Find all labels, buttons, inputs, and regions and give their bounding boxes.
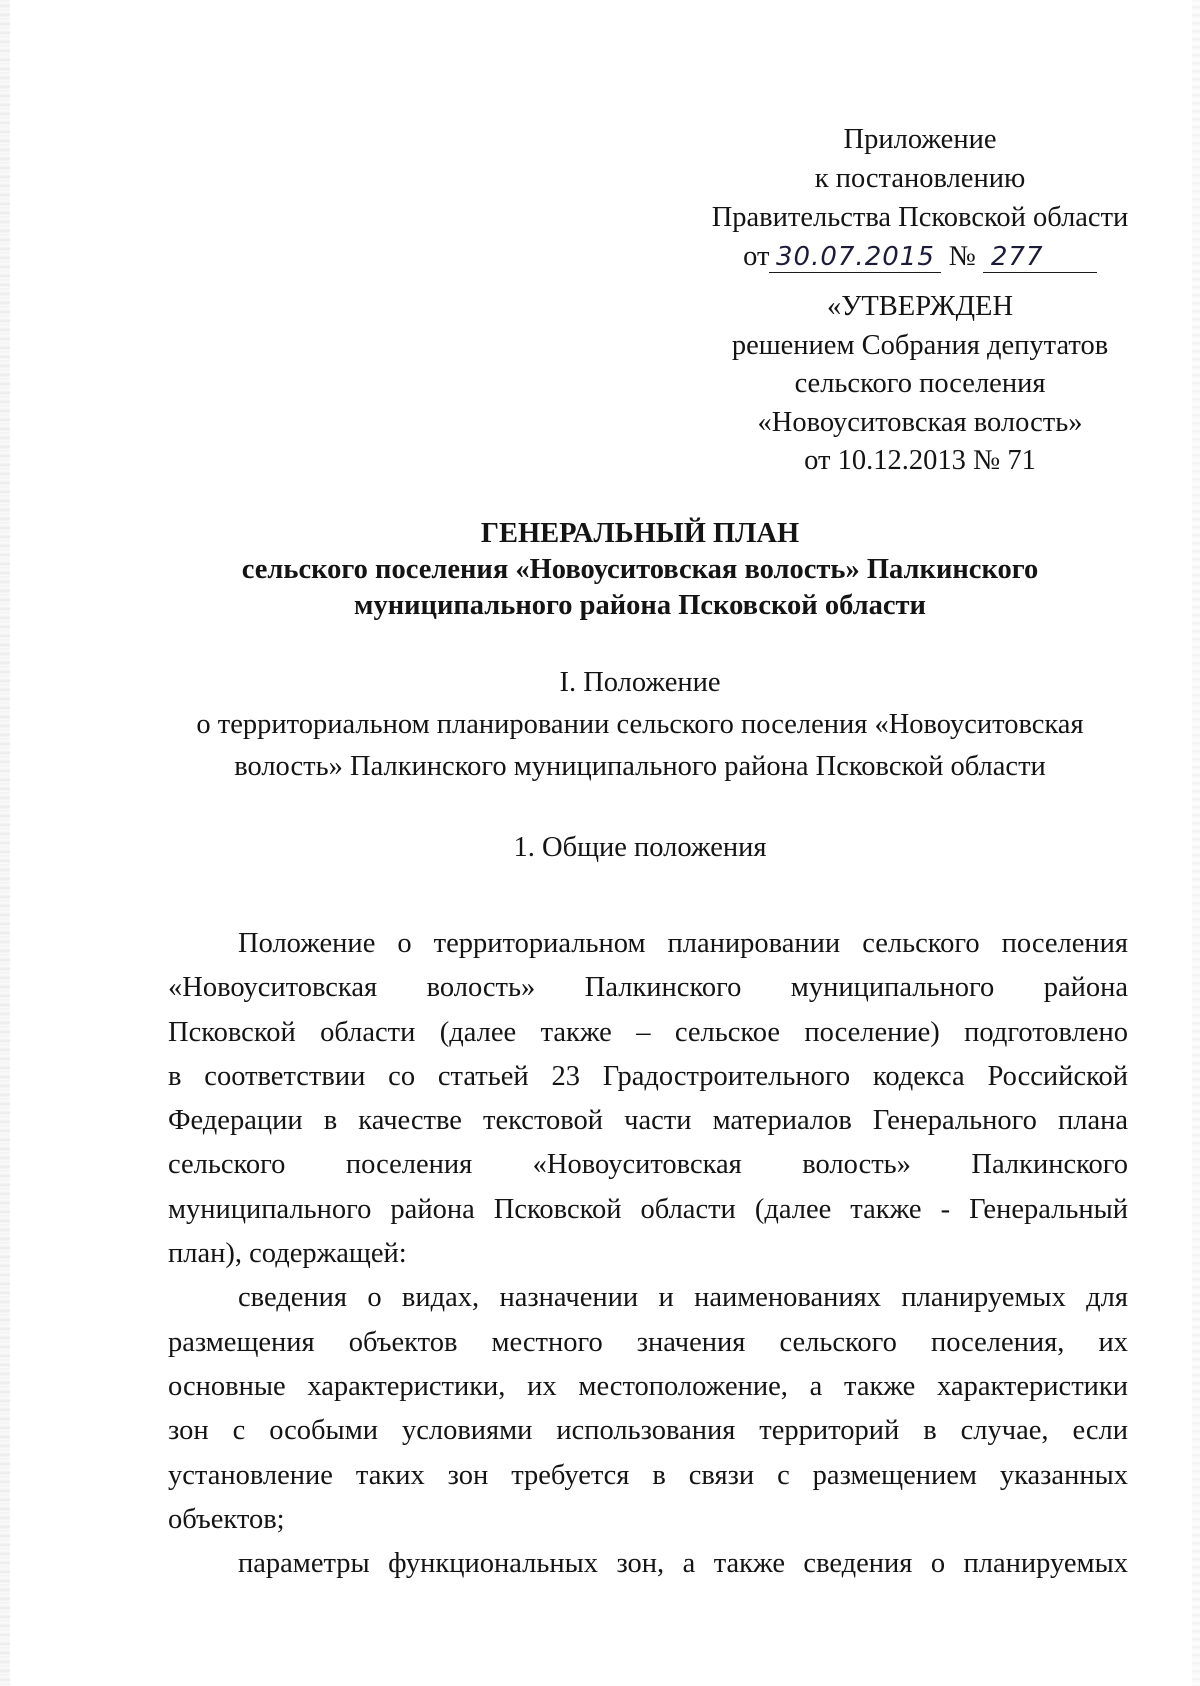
body-line: сведения о видах, назначении и наименованиях планируемых для (238, 1282, 1128, 1314)
appendix-date-line (700, 237, 1140, 276)
body-line: зон с особыми условиями использования территорий в случае, если (168, 1415, 1128, 1447)
section-line-2: о территориальном планировании сельского поселения «Новоуситовская (196, 709, 1084, 740)
title-line-1: ГЕНЕРАЛЬНЫЙ ПЛАН (480, 518, 800, 549)
body-line: объектов; (168, 1503, 285, 1535)
scan-edge-left (0, 0, 10, 1686)
section-line-1: I. Положение (559, 667, 721, 698)
scan-edge-right (1192, 0, 1200, 1686)
approval-line-5: от 10.12.2013 № 71 (804, 445, 1036, 476)
appendix-line-2: к постановлению (814, 163, 1026, 194)
section-heading (160, 662, 1120, 788)
body-line: Федерации в качестве текстовой части материалов Генерального плана (168, 1105, 1128, 1137)
appendix-line-3: Правительства Псковской области (711, 202, 1129, 233)
body-line: план), содержащей: (168, 1238, 407, 1270)
body-line: параметры функциональных зон, а также сведения о планируемых (238, 1548, 1128, 1580)
number-sign: № (948, 241, 976, 272)
body-text (168, 922, 1128, 1586)
date-prefix: от (743, 241, 770, 272)
body-line: муниципального района Псковской области (далее также - Генеральный (168, 1193, 1128, 1225)
approval-line-4: «Новоуситовская волость» (757, 406, 1083, 438)
paragraph-3 (168, 1542, 1128, 1586)
appendix-line-1: Приложение (843, 124, 997, 155)
subsection-heading: 1. Общие положения (513, 832, 767, 863)
section-line-3: волость» Палкинского муниципального района Псковской области (234, 751, 1046, 782)
body-line: сельского поселения «Новоуситовская волость» Палкинского (168, 1149, 1128, 1181)
paragraph-1 (168, 922, 1128, 1276)
approval-line-1: «УТВЕРЖДЕН (826, 291, 1014, 322)
appendix-block (700, 120, 1140, 276)
body-line: Положение о территориальном планировании сельского поселения (238, 928, 1128, 959)
handwritten-date: 30.07.2015 (769, 242, 941, 273)
body-line: основные характеристики, их местоположение, а также характеристики (168, 1370, 1128, 1402)
title-line-3: муниципального района Псковской области (354, 590, 926, 621)
body-line: в соответствии со статьей 23 Градостроительного кодекса Российской (168, 1060, 1128, 1092)
approval-line-3: сельского поселения (794, 368, 1046, 399)
title-line-2: сельского поселения «Новоуситовская волость» Палкинского (241, 554, 1039, 585)
body-line: размещения объектов местного значения сельского поселения, их (168, 1326, 1128, 1358)
handwritten-number: 277 (983, 242, 1097, 273)
body-line: «Новоуситовская волость» Палкинского муниципального района (168, 972, 1128, 1004)
document-title (160, 516, 1120, 624)
paragraph-2 (168, 1276, 1128, 1542)
body-line: установление таких зон требуется в связи с размещением указанных (168, 1459, 1128, 1491)
body-line: Псковской области (далее также – сельское поселение) подготовлено (168, 1016, 1128, 1048)
approval-line-2: решением Собрания депутатов (731, 329, 1109, 361)
approval-block (700, 288, 1140, 481)
